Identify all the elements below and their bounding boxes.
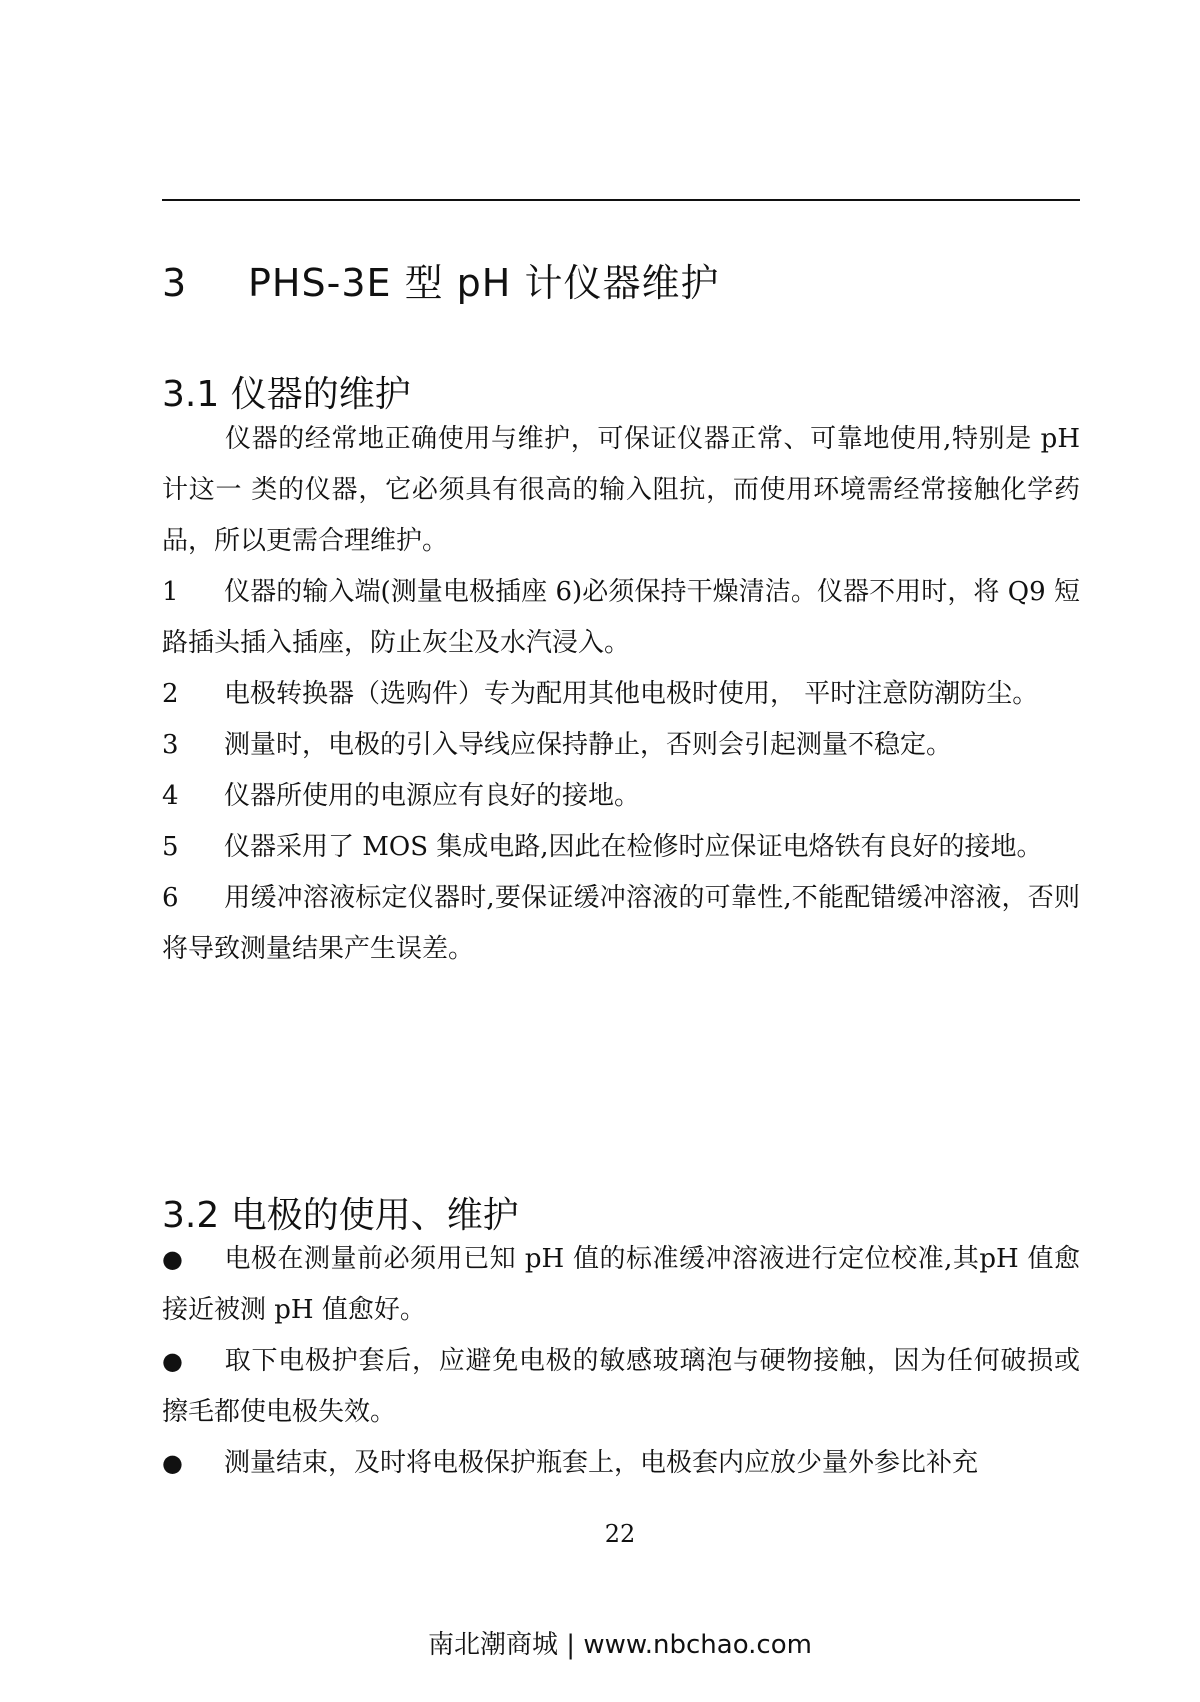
item-number: 4 [162, 781, 179, 811]
item-number: 6 [162, 883, 179, 913]
bullet-text: 取下电极护套后，应避免电极的敏感玻璃泡与硬物接触，因为任何破损或擦毛都使电极失效。 [162, 1346, 1080, 1427]
item-text: 仪器采用了 MOS 集成电路,因此在检修时应保证电烙铁有良好的接地。 [224, 832, 1043, 862]
section-title-3-1: 3.1 仪器的维护 [162, 374, 411, 415]
site-footer: 南北潮商城 | www.nbchao.com [428, 1630, 812, 1660]
item-number: 5 [162, 832, 179, 862]
item-number: 2 [162, 679, 179, 709]
bullet-icon: ● [162, 1449, 183, 1477]
item-text: 仪器的输入端(测量电极插座 6)必须保持干燥清洁。仪器不用时，将 Q9 短路插头插入插座，防止灰尘及水汽浸入。 [162, 577, 1080, 658]
list-item [162, 873, 1080, 975]
bullet-text: 测量结束，及时将电极保护瓶套上，电极套内应放少量外参比补充 [224, 1448, 979, 1478]
section-1-body [162, 414, 1080, 975]
bullet-icon: ● [162, 1347, 183, 1375]
section-title-3-2: 3.2 电极的使用、维护 [162, 1195, 519, 1236]
chapter-title-text: PHS-3E 型 pH 计仪器维护 [248, 261, 720, 305]
item-text: 用缓冲溶液标定仪器时,要保证缓冲溶液的可靠性,不能配错缓冲溶液，否则将导致测量结果产生误差。 [162, 883, 1080, 964]
bullet-item [162, 1234, 1080, 1336]
chapter-number: 3 [162, 261, 188, 305]
bullet-icon: ● [162, 1245, 183, 1273]
list-item [162, 720, 1080, 771]
item-text: 电极转换器（选购件）专为配用其他电极时使用， 平时注意防潮防尘。 [224, 679, 1039, 709]
intro-paragraph: 仪器的经常地正确使用与维护，可保证仪器正常、可靠地使用,特别是 pH 计这一 类的仪器，它必须具有很高的输入阻抗，而使用环境需经常接触化学药品，所以更需合理维护。 [162, 424, 1080, 556]
item-text: 测量时，电极的引入导线应保持静止，否则会引起测量不稳定。 [224, 730, 953, 760]
bullet-item [162, 1438, 1080, 1489]
bullet-item [162, 1336, 1080, 1438]
item-number: 3 [162, 730, 179, 760]
list-item [162, 567, 1080, 669]
list-item [162, 822, 1080, 873]
bullet-text: 电极在测量前必须用已知 pH 值的标准缓冲溶液进行定位校准,其pH 值愈接近被测 pH 值愈好。 [162, 1244, 1080, 1325]
item-text: 仪器所使用的电源应有良好的接地。 [224, 781, 641, 811]
page-number: 22 [604, 1520, 636, 1548]
section-2-body [162, 1234, 1080, 1489]
list-item [162, 669, 1080, 720]
header-rule [162, 199, 1080, 201]
list-item [162, 771, 1080, 822]
item-number: 1 [162, 577, 179, 607]
chapter-title [162, 252, 719, 307]
